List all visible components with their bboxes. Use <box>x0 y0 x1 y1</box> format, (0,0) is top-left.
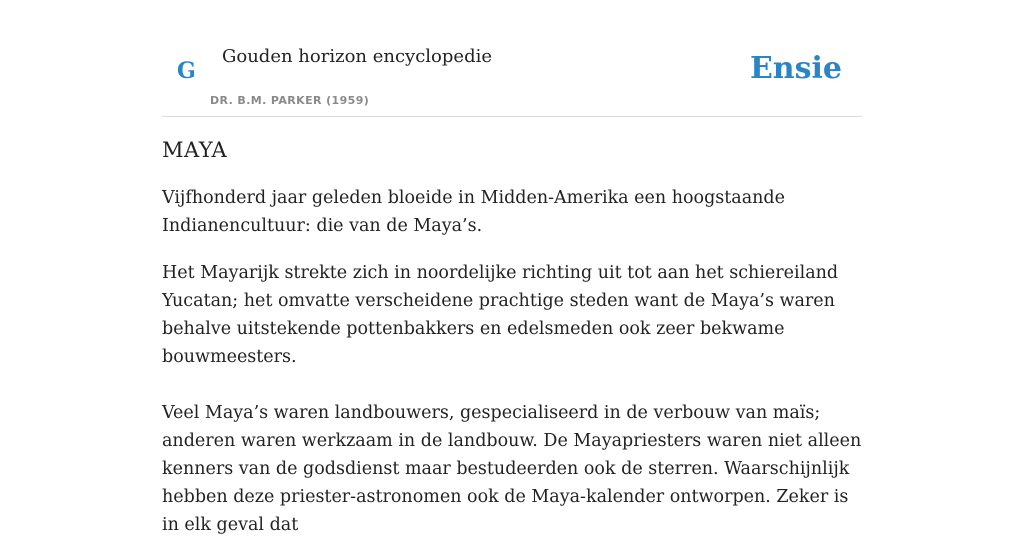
article-paragraph: Vijfhonderd jaar geleden bloeide in Midden-Amerika een hoogstaande Indianencultuur: die van de Maya’s. <box>162 188 785 236</box>
article-title: MAYA <box>162 138 228 162</box>
article <box>162 138 862 558</box>
page-header <box>162 0 862 117</box>
book-author: DR. B.M. PARKER (1959) <box>210 94 370 107</box>
ensie-brand-logo[interactable]: Ensie <box>749 51 842 86</box>
article-paragraph: Veel Maya’s waren landbouwers, gespecialiseerd in de verbouw van maïs; anderen waren werkzaam in de landbouw. De Mayapriesters waren niet alleen kenners van de godsdienst maar bestudeerden ook de sterren. Waarschijnlijk hebben deze priester-astronomen ook de Maya-kalender ontworpen. Zeker is in elk geval dat <box>162 403 862 535</box>
article-paragraph: Het Mayarijk strekte zich in noordelijke richting uit tot aan het schiereiland Yucatan; het omvatte verscheidene prachtige steden want de Maya’s waren behalve uitstekende pottenbakkers en edelsmeden ook zeer bekwame bouwmeesters. <box>162 263 839 367</box>
book-logo-icon[interactable]: G <box>177 58 196 84</box>
book-title-link[interactable]: Gouden horizon encyclopedie <box>222 46 492 67</box>
